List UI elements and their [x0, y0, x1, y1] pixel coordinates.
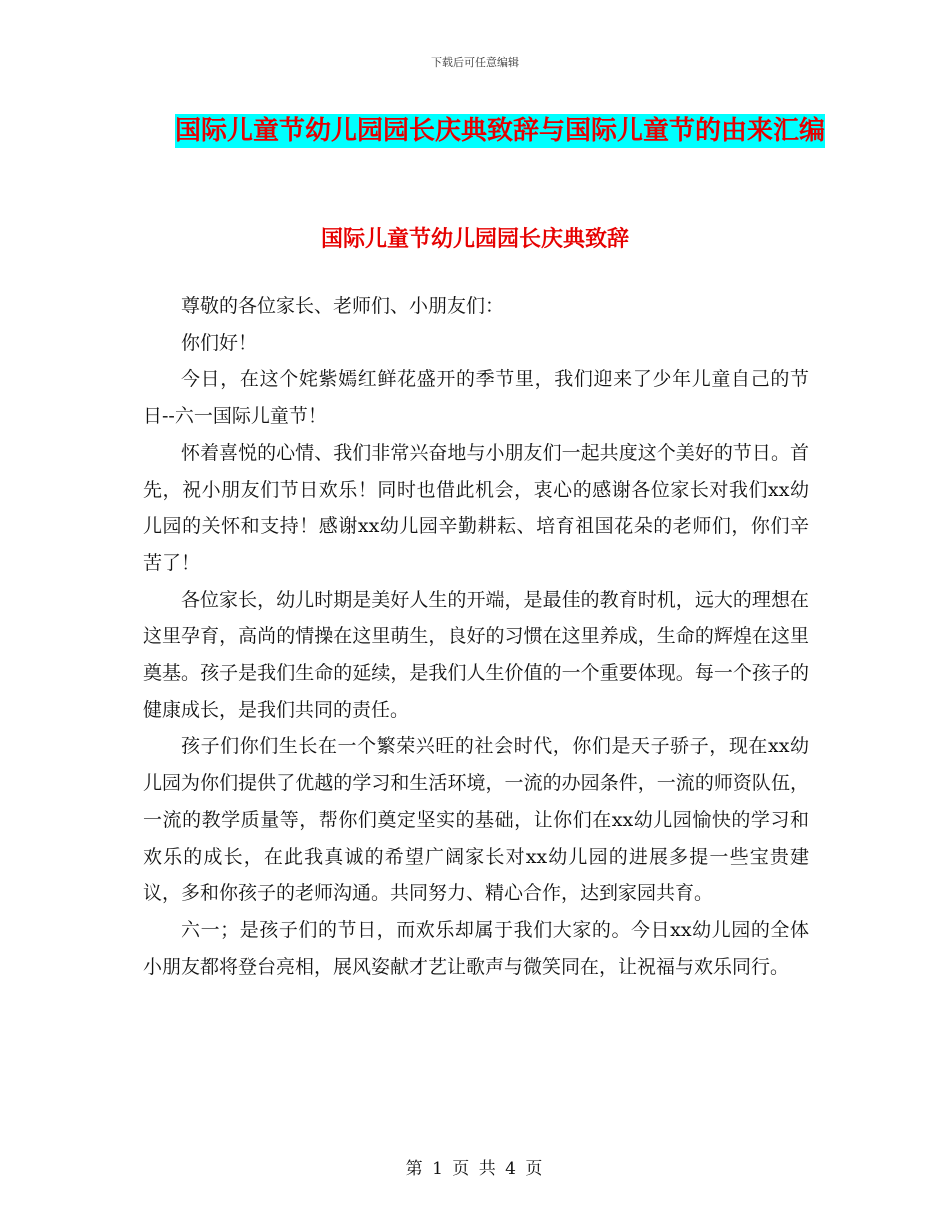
paragraph-salutation: 尊敬的各位家长、老师们、小朋友们： [181, 295, 505, 317]
paragraph: 各位家长，幼儿时期是美好人生的开端，是最佳的教育时机，远大的理想在这里孕育，高尚的情操在这里萌生，良好的习惯在这里养成，生命的辉煌在这里奠基。孩子是我们生命的延续，是我们人生价值的一个重要体现。每一个孩子的健康成长，是我们共同的责任。 [143, 588, 809, 721]
section-title: 国际儿童节幼儿园园长庆典致辞 [320, 226, 629, 252]
body-text [143, 288, 809, 985]
paragraph: 怀着喜悦的心情、我们非常兴奋地与小朋友们一起共度这个美好的节日。首先，祝小朋友们节日欢乐！同时也借此机会，衷心的感谢各位家长对我们xx幼儿园的关怀和支持！感谢xx幼儿园辛勤耕耘、培育祖国花朵的老师们，你们辛苦了！ [143, 441, 809, 574]
paragraph: 六一；是孩子们的节日，而欢乐却属于我们大家的。今日xx幼儿园的全体小朋友都将登台亮相，展风姿献才艺让歌声与微笑同在，让祝福与欢乐同行。 [143, 918, 809, 978]
document-title [150, 108, 850, 154]
paragraph-greeting: 你们好！ [181, 331, 258, 354]
header-note: 下载后可任意编辑 [431, 56, 519, 69]
title-highlight: 国际儿童节幼儿园园长庆典致辞与国际儿童节的由来汇编 [174, 116, 825, 146]
paragraph: 今日，在这个姹紫嫣红鲜花盛开的季节里，我们迎来了少年儿童自己的节日--六一国际儿童节！ [143, 368, 809, 428]
page-number: 第 1 页 共 4 页 [405, 1159, 545, 1179]
paragraph: 孩子们你们生长在一个繁荣兴旺的社会时代，你们是天子骄子，现在xx幼儿园为你们提供了优越的学习和生活环境，一流的办园条件，一流的师资队伍，一流的教学质量等，帮你们奠定坚实的基础，让你们在xx幼儿园愉快的学习和欢乐的成长，在此我真诚的希望广阔家长对xx幼儿园的进展多提一些宝贵建议，多和你孩子的老师沟通。共同努力、精心合作，达到家园共育。 [143, 735, 809, 905]
